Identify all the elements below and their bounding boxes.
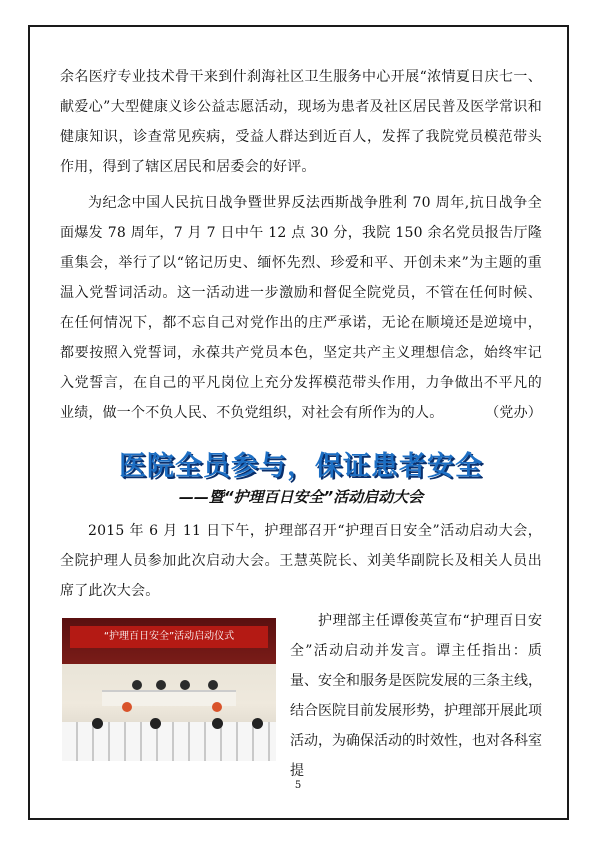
photo-audience-member (252, 718, 263, 729)
photo-person (208, 680, 218, 690)
article-subheadline: ——暨“护理百日安全”活动启动大会 (178, 488, 424, 506)
photo-person (132, 680, 142, 690)
photo-audience-member (212, 718, 223, 729)
photo-audience-member (150, 718, 161, 729)
paragraph-charity-clinic: 余名医疗专业技术骨干来到什刹海社区卫生服务中心开展“浓情夏日庆七一、献爱心”大型健康义诊公益志愿活动，现场为患者及社区居民普及医学常识和健康知识，诊查常见疾病，受益人群达到近百人，发挥了我院党员模范带头作用，得到了辖区居民和居委会的好评。 (60, 69, 542, 175)
photo-person (156, 680, 166, 690)
page-number: 5 (294, 780, 302, 791)
paragraph-oath-text: 为纪念中国人民抗日战争暨世界反法西斯战争胜利 70 周年,抗日战争全面爆发 78 周年，7 月 7 日中午 12 点 30 分，我院 150 余名党员报告厅隆重集会，举行了以“铭记历史、缅怀先烈、珍爱和平、开创未来”为主题的重温入党誓词活动。这一活动进一步激励和督促全院党员，不管在任何时候、在任何情况下，都不忘自己对党作出的庄严承诺，无论在顺境还是逆境中，都要按照入党誓词，永葆共产党员本色，坚定共产主义理想信念，始终牢记入党誓言，在自己的平凡岗位上充分发挥模范带头作用，力争做出不平凡的业绩，做一个不负人民、不负党组织，对社会有所作为的人。 (60, 195, 542, 421)
article-headline: 医院全员参与，保证患者安全 (119, 451, 483, 482)
event-photo (62, 618, 276, 761)
paragraph-oath-event (60, 188, 542, 428)
photo-flowers (212, 702, 222, 712)
department-tag: （党办） (485, 405, 542, 421)
photo-banner: “护理百日安全”活动启动仪式 (70, 626, 268, 648)
photo-flowers (122, 702, 132, 712)
photo-audience-member (92, 718, 103, 729)
paragraph-director-speech: 护理部主任谭俊英宣布“护理百日安全”活动启动并发言。谭主任指出：质量、安全和服务是医院发展的三条主线，结合医院目前发展形势，护理部开展此项活动，为确保活动的时效性，也对各科室提 (290, 613, 542, 779)
paragraph-meeting-intro: 2015 年 6 月 11 日下午，护理部召开“护理百日安全”活动启动大会，全院护理人员参加此次启动大会。王慧英院长、刘美华副院长及相关人员出席了此次大会。 (60, 523, 542, 599)
photo-person (180, 680, 190, 690)
